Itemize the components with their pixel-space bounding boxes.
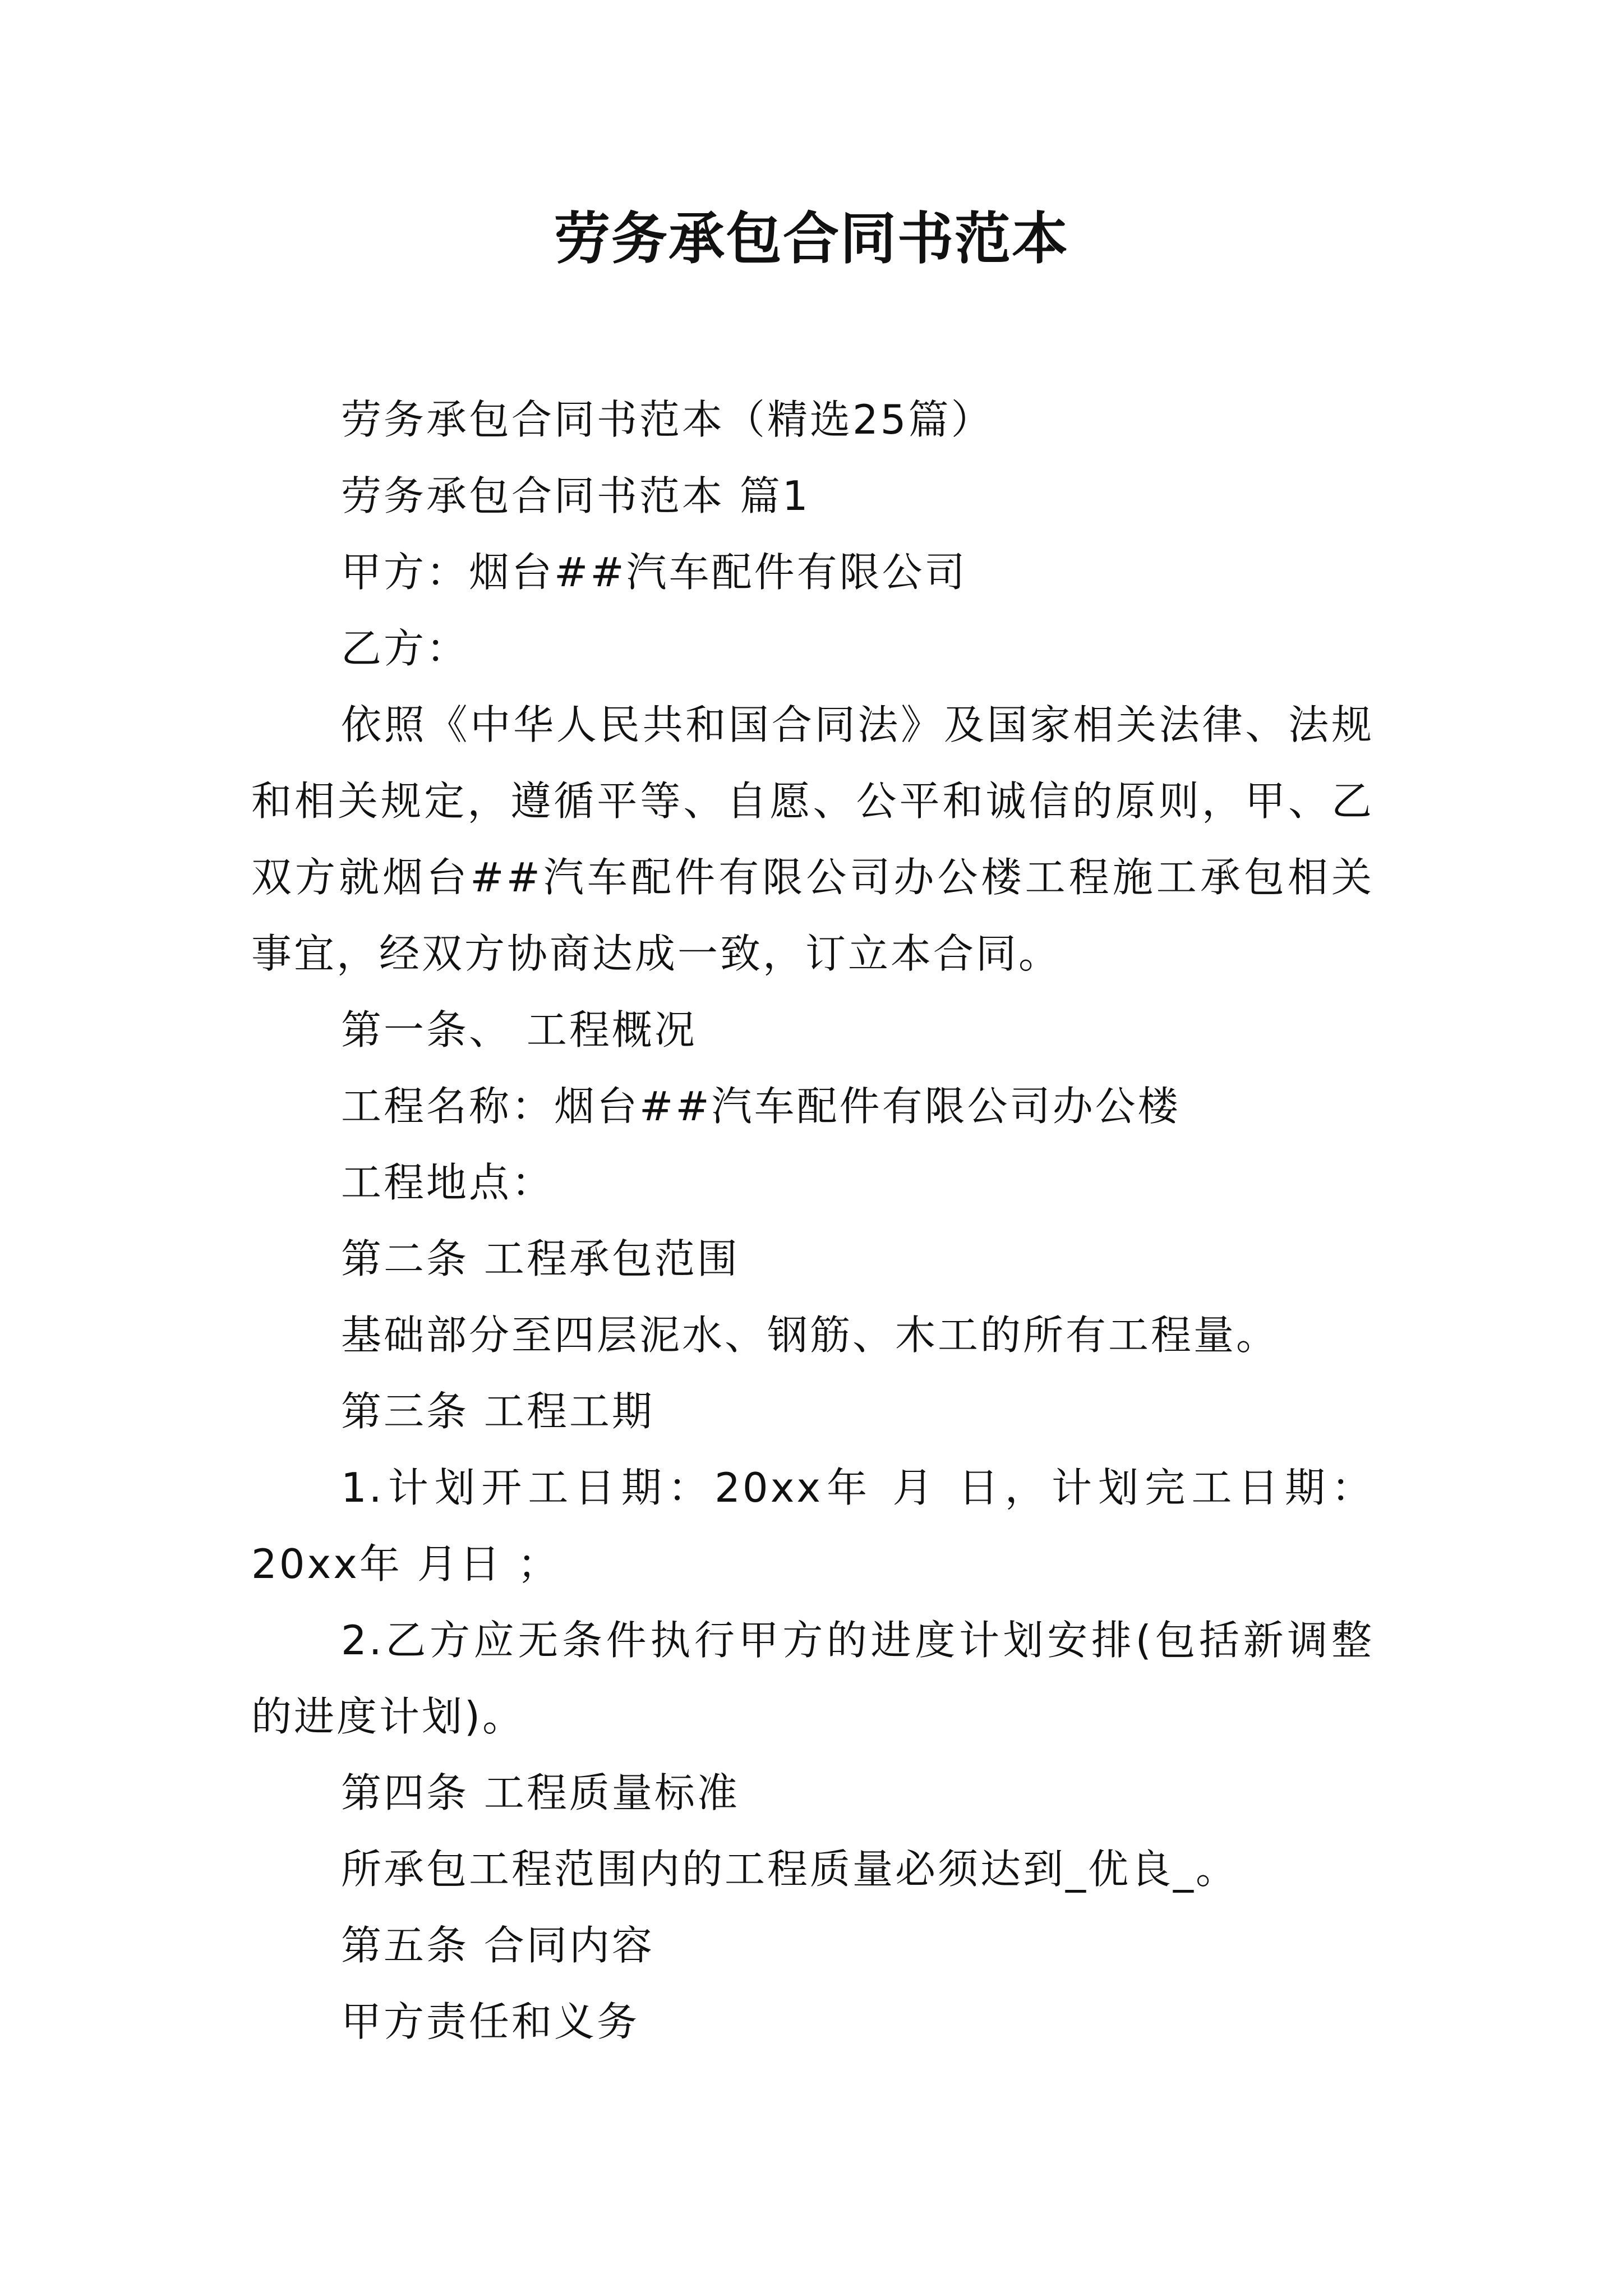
paragraph-article-2-heading: 第二条 工程承包范围 [341, 1235, 740, 1282]
paragraph-article-1-heading: 第一条、 工程概况 [341, 1006, 697, 1053]
paragraph-preamble: 依照《中华人民共和国合同法》及国家相关法律、法规和相关规定，遵循平等、自愿、公平和诚信的原则，甲、乙双方就烟台##汽车配件有限公司办公楼工程施工承包相关事宜，经双方协商达成一致，订立本合同。 [251, 701, 1374, 977]
paragraph-party-a-duties: 甲方责任和义务 [341, 1998, 640, 2045]
paragraph-subtitle: 劳务承包合同书范本（精选25篇） [341, 396, 994, 443]
paragraph-project-location: 工程地点： [341, 1159, 555, 1206]
paragraph-scope: 基础部分至四层泥水、钢筋、木工的所有工程量。 [341, 1312, 1279, 1359]
paragraph-section-heading: 劳务承包合同书范本 篇1 [341, 472, 810, 519]
paragraph-project-name: 工程名称：烟台##汽车配件有限公司办公楼 [341, 1083, 1181, 1130]
paragraph-article-5-heading: 第五条 合同内容 [341, 1922, 654, 1969]
paragraph-party-a: 甲方：烟台##汽车配件有限公司 [341, 549, 967, 596]
paragraph-schedule-compliance: 2.乙方应无条件执行甲方的进度计划安排(包括新调整的进度计划)。 [251, 1617, 1374, 1740]
paragraph-party-b: 乙方： [341, 625, 469, 672]
paragraph-quality: 所承包工程范围内的工程质量必须达到_优良_。 [341, 1846, 1239, 1893]
paragraph-article-3-heading: 第三条 工程工期 [341, 1388, 654, 1435]
paragraph-article-4-heading: 第四条 工程质量标准 [341, 1769, 740, 1816]
document-title: 劳务承包合同书范本 [554, 205, 1069, 272]
paragraph-schedule-dates: 1.计划开工日期：20xx年 月 日，计划完工日期：20xx年 月日 ； [251, 1464, 1374, 1588]
document-body [251, 381, 1374, 2060]
